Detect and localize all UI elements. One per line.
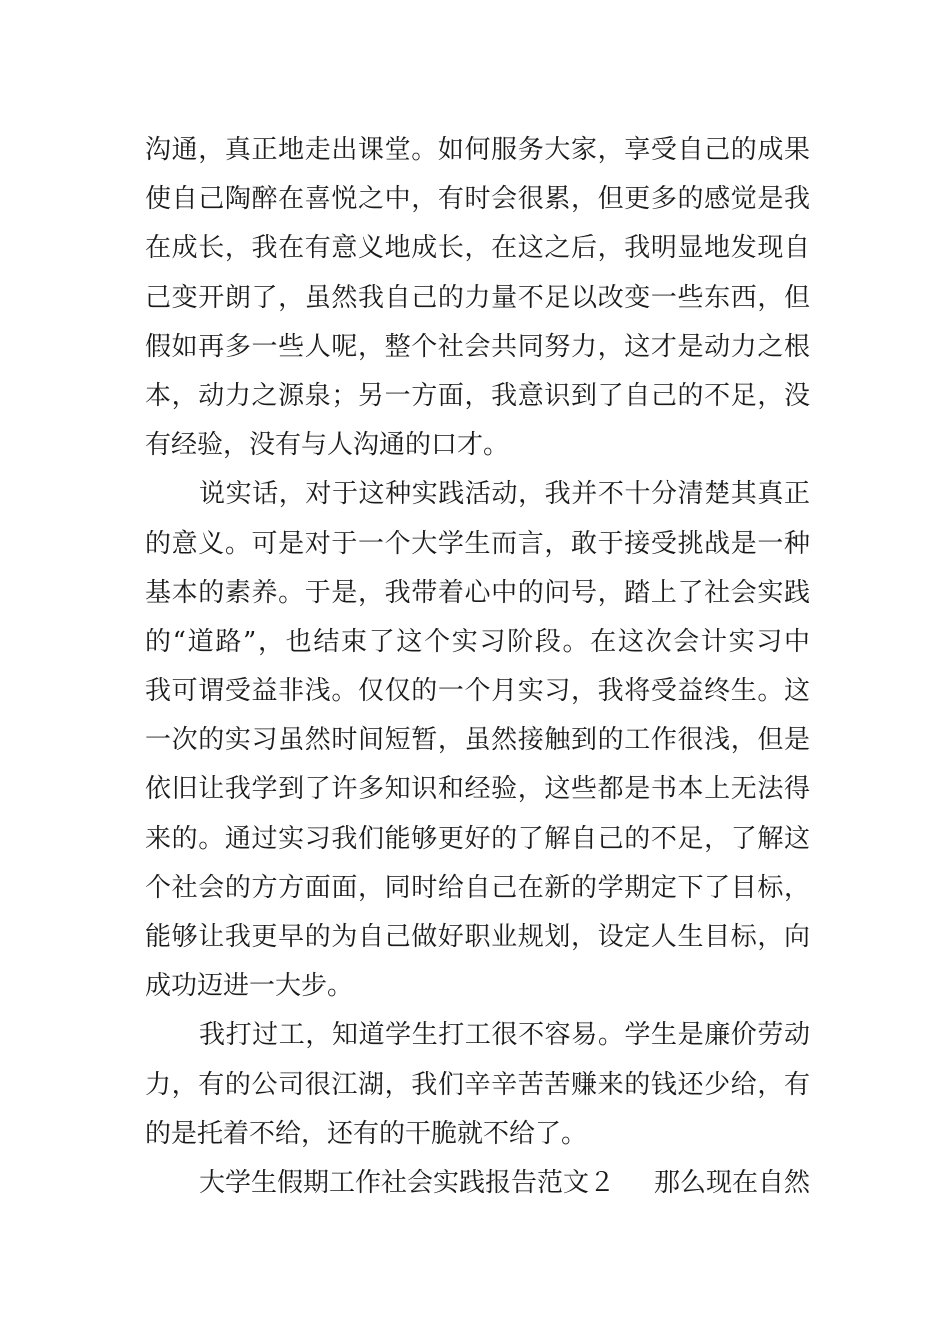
text-line: 使自己陶醉在喜悦之中，有时会很累，但更多的感觉是我 [145, 184, 810, 215]
text-line: 成功迈进一大步。 [145, 971, 354, 1002]
heading-continuation-text: 那么现在自然 [653, 1167, 810, 1198]
text-line: 的是托着不给，还有的干脆就不给了。 [145, 1118, 588, 1149]
text-line: 的意义。可是对于一个大学生而言，敢于接受挑战是一种 [145, 528, 810, 559]
text-line: 在成长，我在有意义地成长，在这之后，我明显地发现自 [145, 233, 810, 264]
section-heading: 大学生假期工作社会实践报告范文２ [199, 1167, 616, 1198]
section-heading-line [145, 1159, 810, 1208]
text-line: 我可谓受益非浅。仅仅的一个月实习，我将受益终生。这 [145, 676, 810, 707]
text-line: 的“道路”，也结束了这个实习阶段。在这次会计实习中 [145, 626, 810, 657]
text-line: 有经验，没有与人沟通的口才。 [145, 430, 510, 461]
text-line: 说实话，对于这种实践活动，我并不十分清楚其真正 [199, 479, 810, 510]
text-line: 我打过工，知道学生打工很不容易。学生是廉价劳动 [199, 1020, 810, 1051]
text-line: 一次的实习虽然时间短暂，虽然接触到的工作很浅，但是 [145, 725, 810, 756]
text-line: 个社会的方方面面，同时给自己在新的学期定下了目标， [145, 872, 810, 903]
text-line: 来的。通过实习我们能够更好的了解自己的不足，了解这 [145, 823, 810, 854]
paragraph [145, 470, 810, 1011]
text-line: 沟通，真正地走出课堂。如何服务大家，享受自己的成果 [145, 135, 810, 165]
text-line: 己变开朗了，虽然我自己的力量不足以改变一些东西，但 [145, 282, 810, 313]
text-line: 力，有的公司很江湖，我们辛辛苦苦赚来的钱还少给，有 [145, 1069, 810, 1100]
text-line: 能够让我更早的为自己做好职业规划，设定人生目标，向 [145, 922, 810, 952]
text-line: 依旧让我学到了许多知识和经验，这些都是书本上无法得 [145, 774, 810, 805]
paragraph [145, 126, 810, 470]
paragraph [145, 1011, 810, 1159]
text-line: 基本的素养。于是，我带着心中的问号，踏上了社会实践 [145, 577, 810, 608]
text-line: 本，动力之源泉；另一方面，我意识到了自己的不足，没 [145, 380, 810, 411]
text-line: 假如再多一些人呢，整个社会共同努力，这才是动力之根 [145, 331, 810, 362]
document-body [145, 126, 810, 1208]
